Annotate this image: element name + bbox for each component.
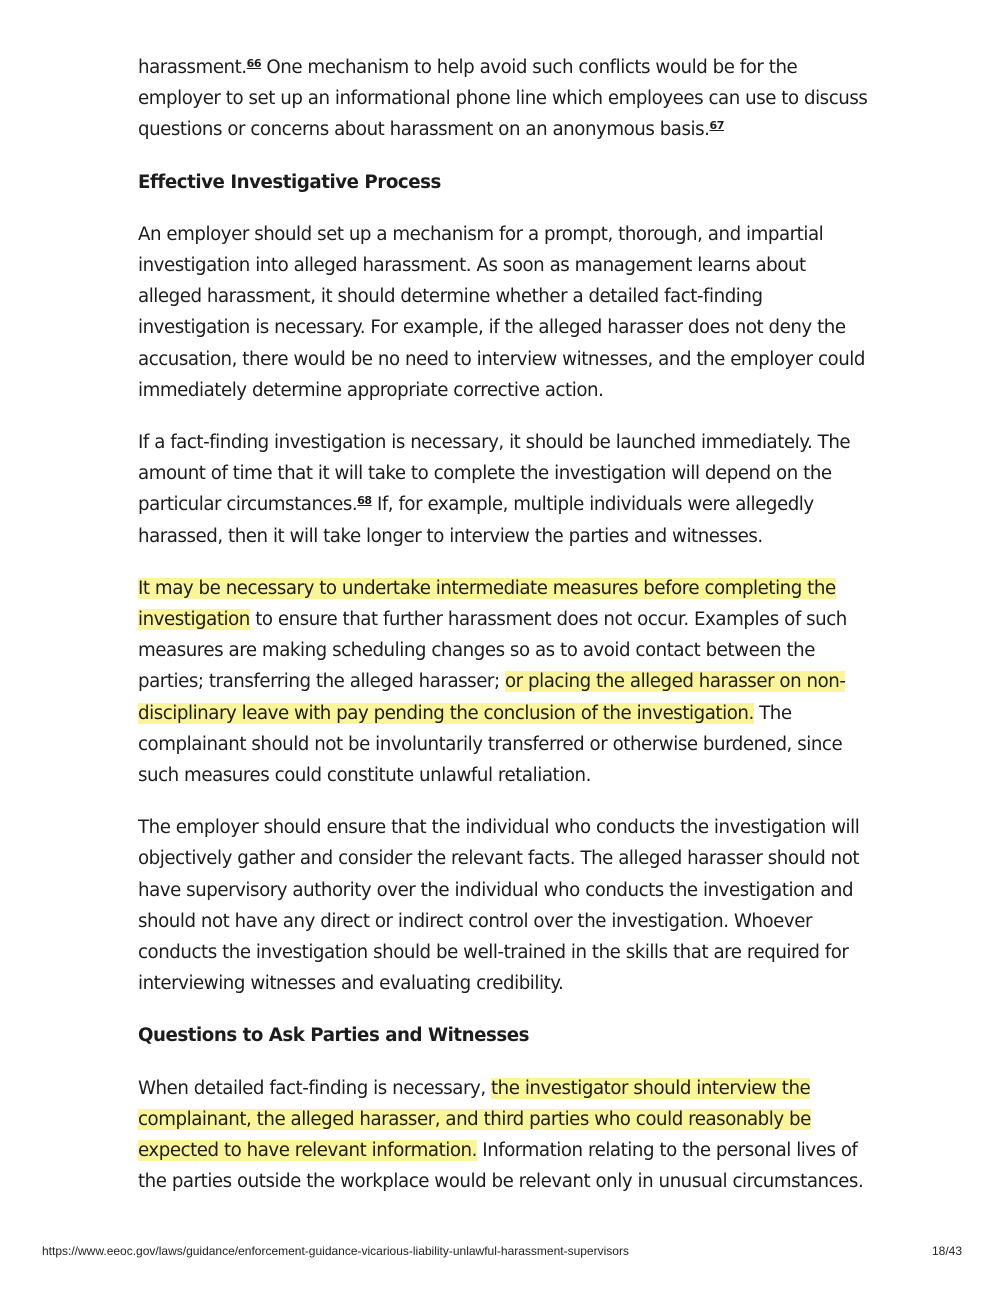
paragraph-3 <box>138 573 874 791</box>
text: to ensure that further harassment does not occur. Examples of such measures are making scheduling changes so as to avoid contact between the parties; transferring the alleged harasser; <box>138 609 847 693</box>
highlighted-text: It may be necessary to undertake intermediate measures before completing the investigation <box>138 577 836 631</box>
footnote-link-67[interactable]: 67 <box>709 119 724 133</box>
paragraph-2 <box>138 427 874 552</box>
text: When detailed fact-finding is necessary, <box>138 1077 491 1099</box>
page-url: https://www.eeoc.gov/laws/guidance/enforcement-guidance-vicarious-liability-unlawful-harassment-supervisors <box>42 1244 629 1258</box>
highlighted-text: the investigator should interview the complainant, the alleged harasser, and third parties who could reasonably be expected to have relevant information. <box>138 1077 811 1162</box>
document-body <box>138 52 874 1219</box>
page-number: 18/43 <box>931 1244 962 1258</box>
text: harassment. <box>138 57 247 78</box>
highlighted-text: or placing the alleged harasser on non-disciplinary leave with pay pending the conclusion of the investigation. <box>138 671 846 724</box>
paragraph-0 <box>138 52 874 146</box>
text: The complainant should not be involuntarily transferred or otherwise burdened, since such measures could constitute unlawful retaliation. <box>138 702 843 787</box>
text: Information relating to the personal lives of the parties outside the workplace would be relevant only in unusual circumstances. <box>138 1140 864 1193</box>
footnote-link-68[interactable]: 68 <box>357 494 372 508</box>
text: If a fact-finding investigation is necessary, it should be launched immediately. The amount of time that it will take to complete the investigation will depend on the particular circumstances. <box>138 432 851 516</box>
paragraph-4: The employer should ensure that the individual who conducts the investigation will objectively gather and consider the relevant facts. The alleged harasser should not have supervisory authority over the individual who conducts the investigation and should not have any direct or indirect control over the investigation. Whoever conducts the investigation should be well-trained in the skills that are required for interviewing witnesses and evaluating credibility. <box>138 817 860 995</box>
paragraph-5 <box>138 1073 874 1198</box>
section-heading-investigative-process: Effective Investigative Process <box>138 171 441 193</box>
paragraph-1: An employer should set up a mechanism for a prompt, thorough, and impartial investigation into alleged harassment. As soon as management learns about alleged harassment, it should determine whether a detailed fact-finding investigation is necessary. For example, if the alleged harasser does not deny the accusation, there would be no need to interview witnesses, and the employer could immediately determine appropriate corrective action. <box>138 223 865 401</box>
section-heading-questions: Questions to Ask Parties and Witnesses <box>138 1025 530 1047</box>
text: If, for example, multiple individuals were allegedly harassed, then it will take longer to interview the parties and witnesses. <box>138 494 814 547</box>
text: One mechanism to help avoid such conflicts would be for the employer to set up an informational phone line which employees can use to discuss questions or concerns about harassment on an anonymous basis. <box>138 57 868 141</box>
footnote-link-66[interactable]: 66 <box>246 57 262 70</box>
